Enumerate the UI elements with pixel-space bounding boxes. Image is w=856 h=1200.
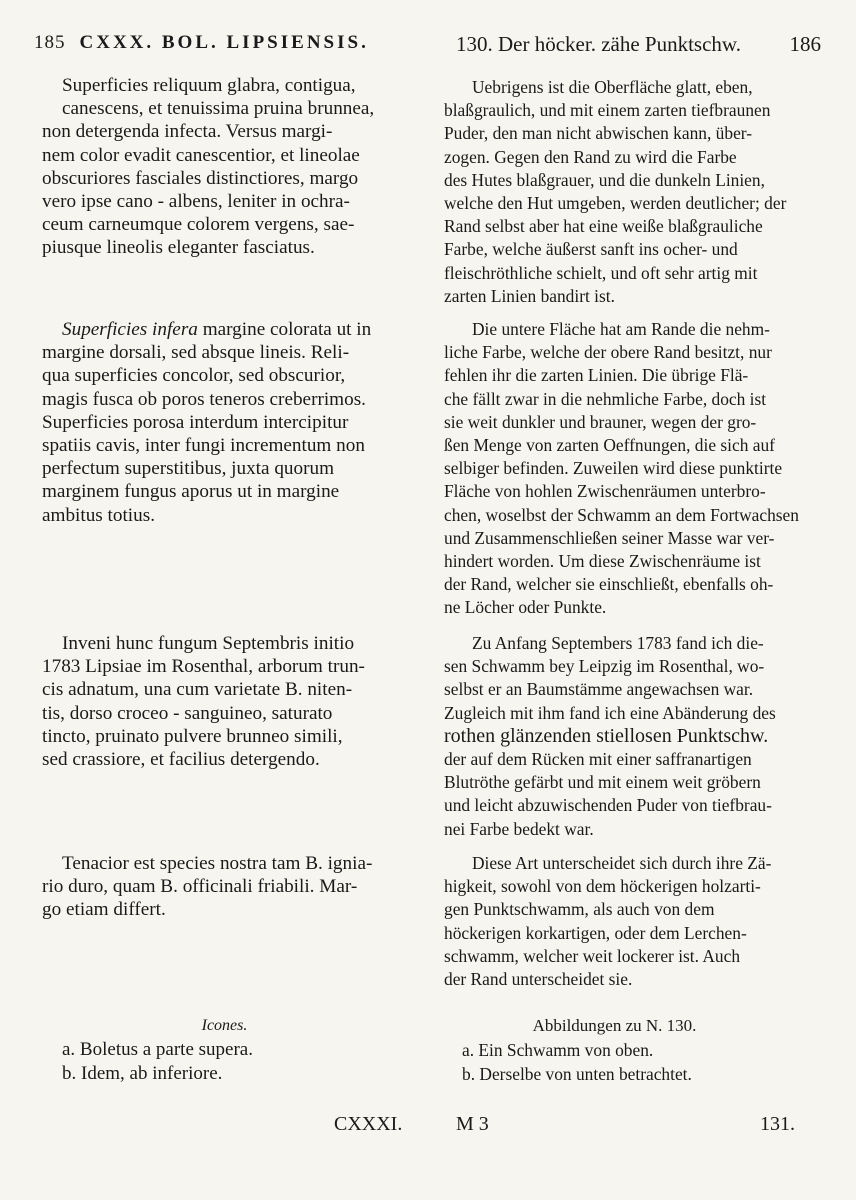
text-line: Die untere Fläche hat am Rande die nehm-: [472, 319, 770, 339]
text-line: zogen. Gegen den Rand zu wird die Farbe: [444, 146, 737, 167]
text-line: fehlen ihr die zarten Linien. Die übrige Flä-: [444, 365, 749, 386]
text-line: che fällt zwar in die nehmliche Farbe, doch ist: [444, 388, 767, 409]
text-line: des Hutes blaßgrauer, und die dunkeln Linien,: [444, 169, 765, 190]
text-line: Inveni hunc fungum Septembris initio: [62, 633, 355, 654]
text-line: marginem fungus aporus ut in margine: [42, 481, 340, 503]
text-line: ambitus totius.: [42, 504, 155, 526]
text-line: Diese Art unterscheidet sich durch ihre Zä-: [472, 853, 772, 873]
abbildungen-title: Abbildungen zu N. 130.: [532, 1016, 697, 1035]
text-line: ne Löcher oder Punkte.: [444, 597, 607, 618]
figure-caption: b. Derselbe von unten betrachtet.: [462, 1064, 692, 1084]
latin-header-title: CXXX. BOL. LIPSIENSIS.: [79, 32, 369, 53]
italic-term: Superficies infera: [62, 319, 198, 340]
text-line: tincto, pruinato pulvere brunneo simili,: [42, 725, 343, 747]
figure-caption: a. Ein Schwamm von oben.: [462, 1040, 654, 1060]
latin-paragraph-1: [42, 74, 417, 260]
text-line: der Rand unterscheidet sie.: [444, 969, 633, 990]
text-line: zarten Linien bandirt ist.: [444, 285, 615, 306]
text-line: Superficies reliquum glabra, contigua,: [62, 75, 356, 96]
text-line: sie weit dunkler und brauner, wegen der gro-: [444, 411, 757, 432]
text-line: nei Farbe bedekt war.: [444, 818, 594, 839]
text-line: Blutröthe gefärbt und mit einem weit gröbern: [444, 772, 761, 793]
figure-caption: a. Boletus a parte supera.: [62, 1039, 253, 1060]
german-paragraph-2: [444, 318, 817, 620]
text-line: obscuriores fasciales distinctiores, margo: [42, 167, 359, 189]
text-line: cis adnatum, una cum varietate B. niten-: [42, 679, 353, 701]
text-line: selbiger befinden. Zuweilen wird diese punktirte: [444, 458, 783, 479]
german-paragraph-1: [444, 76, 817, 308]
signature-mark: M 3: [456, 1113, 489, 1135]
latin-catchword: CXXXI.: [334, 1113, 403, 1135]
text-line: Uebrigens ist die Oberfläche glatt, eben,: [472, 77, 753, 97]
text-line: fleischröthliche schielt, und oft sehr artig mit: [444, 262, 758, 283]
latin-running-header: [34, 32, 369, 54]
latin-paragraph-3: [42, 632, 417, 771]
figure-caption: b. Idem, ab inferiore.: [62, 1063, 223, 1084]
text-line: qua superficies concolor, sed obscurior,: [42, 365, 346, 387]
text-line: margine dorsali, sed absque lineis. Reli-: [42, 342, 350, 364]
text-line: 1783 Lipsiae im Rosenthal, arborum trun-: [42, 656, 365, 678]
text-line: perfectum superstitibus, juxta quorum: [42, 458, 335, 480]
text-line: non detergenda infecta. Versus margi-: [42, 121, 333, 143]
text-line: rio duro, quam B. officinali friabili. Mar-: [42, 876, 358, 898]
text-line: und leicht abzuwischenden Puder von tiefbrau-: [444, 795, 772, 816]
text-line: [62, 318, 417, 341]
text-line: hindert worden. Um diese Zwischenräume ist: [444, 551, 761, 572]
text-line: gen Punktschwamm, als auch von dem: [444, 899, 715, 920]
text-line: Puder, den man nicht abwischen kann, über-: [444, 123, 753, 144]
text-line: magis fusca ob poros teneros creberrimos.: [42, 388, 366, 410]
text-line: rothen glänzenden stiellosen Punktschw.: [444, 724, 769, 747]
text-line: der auf dem Rücken mit einer saffranartigen: [444, 749, 752, 770]
text-line: selbst er an Baumstämme angewachsen war.: [444, 679, 754, 700]
text-line: Zu Anfang Septembers 1783 fand ich die-: [472, 633, 764, 653]
text-line: und Zusammenschließen seiner Masse war ver-: [444, 527, 775, 548]
text-line: Rand selbst aber hat eine weiße blaßgrauliche: [444, 216, 763, 237]
text-line: Fläche von hohlen Zwischenräumen unterbro-: [444, 481, 766, 502]
latin-figure-list: [62, 1014, 417, 1086]
icones-title: Icones.: [201, 1017, 248, 1034]
text-line: sed crassiore, et facilius detergendo.: [42, 749, 320, 771]
text-line: liche Farbe, welche der obere Rand besitzt, nur: [444, 342, 772, 363]
text-line: ßen Menge von zarten Oeffnungen, die sich auf: [444, 435, 775, 456]
latin-paragraph-2: [42, 318, 417, 527]
text-line: sen Schwamm bey Leipzig im Rosenthal, wo-: [444, 656, 765, 677]
text-line: go etiam differt.: [42, 899, 166, 921]
german-catchword: 131.: [760, 1113, 795, 1135]
text-line: canescens, et tenuissima pruina brunnea,: [62, 98, 375, 120]
text-line: Zugleich mit ihm fand ich eine Abänderung des: [444, 702, 776, 723]
latin-page-number: 185: [34, 32, 66, 53]
text-line: der Rand, welcher sie einschließt, ebenfalls oh-: [444, 574, 774, 595]
german-figure-list: [462, 1014, 817, 1086]
german-paragraph-4: [444, 852, 817, 991]
text-line: vero ipse cano - albens, leniter in ochra-: [42, 191, 350, 213]
text-line: ceum carneumque colorem vergens, sae-: [42, 214, 355, 236]
text-line: Superficies porosa interdum intercipitur: [42, 411, 349, 433]
text-line: höckerigen korkartigen, oder dem Lerchen-: [444, 922, 747, 943]
german-running-header: [456, 32, 821, 57]
german-page-number: 186: [789, 32, 821, 56]
text-line: higkeit, sowohl von dem höckerigen holzarti-: [444, 876, 761, 897]
text-line: blaßgraulich, und mit einem zarten tiefbraunen: [444, 100, 771, 121]
text-line: piusque lineolis eleganter fasciatus.: [42, 237, 315, 259]
german-paragraph-3: [444, 632, 817, 841]
german-header-title: 130. Der höcker. zähe Punktschw.: [456, 32, 741, 56]
text-line: tis, dorso croceo - sanguineo, saturato: [42, 702, 333, 724]
text-line: welche den Hut umgeben, werden deutlicher; der: [444, 193, 787, 214]
text-line: chen, woselbst der Schwamm an dem Fortwachsen: [444, 504, 799, 525]
text-line: Tenacior est species nostra tam B. ignia-: [62, 853, 373, 874]
text-line: spatiis cavis, inter fungi incrementum non: [42, 435, 365, 457]
text-line: schwamm, welcher weit lockerer ist. Auch: [444, 945, 741, 966]
latin-paragraph-4: [42, 852, 417, 922]
text-line: Farbe, welche äußerst sanft ins ocher- und: [444, 239, 738, 260]
text-fragment: margine colorata ut in: [197, 319, 372, 340]
text-line: nem color evadit canescentior, et lineolae: [42, 144, 360, 166]
